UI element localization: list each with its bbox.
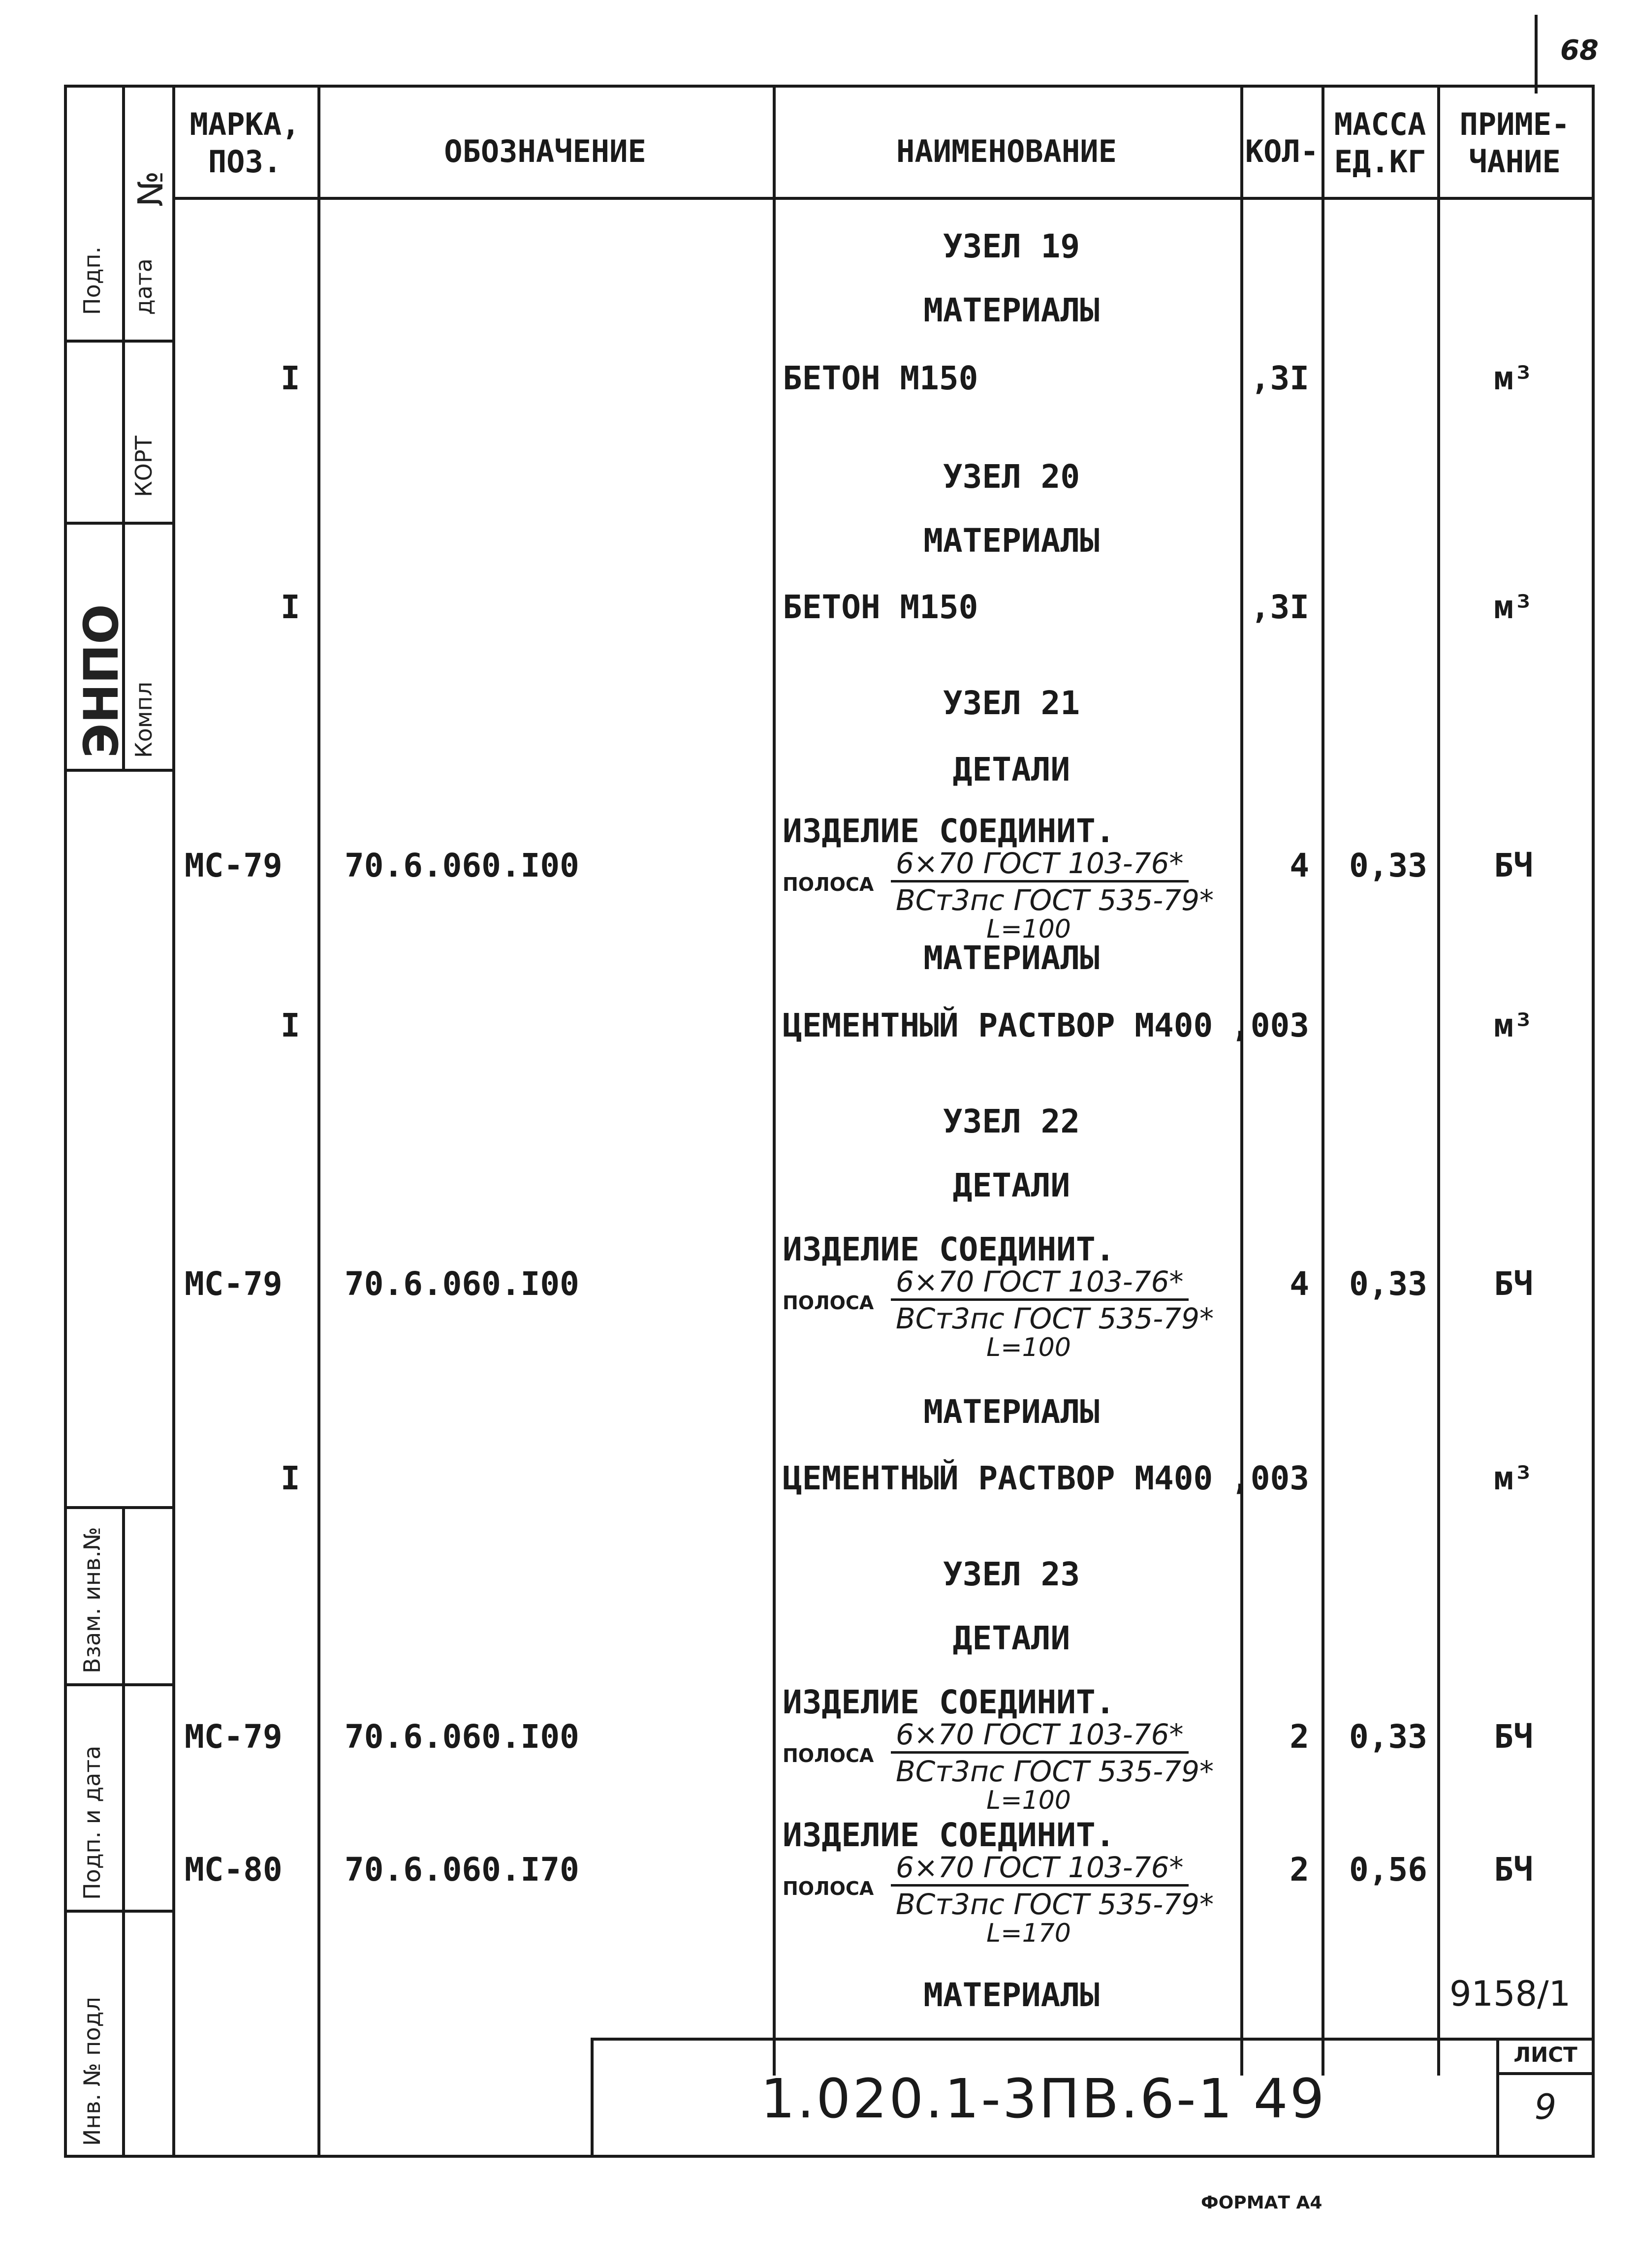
row-note: м³ xyxy=(1494,1459,1533,1497)
group-heading: МАТЕРИАЛЫ xyxy=(923,1393,1100,1431)
row-qty: 2 xyxy=(1290,1718,1309,1756)
strip-label-kort: КОРТ xyxy=(130,436,157,497)
format-label: ФОРМАТ А4 xyxy=(1201,2193,1322,2213)
row-name: БЕТОН М150 xyxy=(783,359,978,397)
row-mark: МС-79 xyxy=(185,847,283,884)
row-length: L=170 xyxy=(986,1919,1071,1948)
strip-end-top xyxy=(64,769,172,772)
frame-top xyxy=(64,85,1595,88)
row-qty: 4 xyxy=(1290,847,1309,884)
header-designation: ОБОЗНАЧЕНИЕ xyxy=(444,133,646,169)
section-title: УЗЕЛ 23 xyxy=(943,1555,1080,1593)
strip-label-enpo: ЭНПО xyxy=(74,604,129,758)
row-qty: ,3I xyxy=(1250,359,1309,397)
row-note: м³ xyxy=(1494,1007,1533,1044)
header-note: ПРИМЕ- ЧАНИЕ xyxy=(1459,106,1570,180)
row-note: БЧ xyxy=(1494,1265,1533,1303)
row-qty: ,3I xyxy=(1250,588,1309,626)
group-heading: МАТЕРИАЛЫ xyxy=(923,1976,1100,2014)
document-code: 1.020.1-3ПВ.6-1 49 xyxy=(760,2067,1326,2130)
col-line-mass xyxy=(1322,85,1324,2076)
row-profile: ПОЛОСА xyxy=(783,1745,874,1766)
row-mass: 0,33 xyxy=(1349,1718,1427,1756)
frame-bottom xyxy=(64,2155,1595,2158)
header-mark: МАРКА, ПОЗ. xyxy=(189,106,300,180)
row-note: м³ xyxy=(1494,588,1533,626)
strip-cell-line-3 xyxy=(64,1683,172,1686)
row-name: ИЗДЕЛИЕ СОЕДИНИТ. xyxy=(783,1816,1115,1854)
row-spec-bottom: ВСт3пс ГОСТ 535-79* xyxy=(896,1755,1214,1788)
row-spec-bottom: ВСт3пс ГОСТ 535-79* xyxy=(896,1302,1214,1335)
strip-label-vzam: Взам. инв.№ xyxy=(79,1527,105,1673)
group-heading: ДЕТАЛИ xyxy=(952,1166,1070,1204)
row-spec-top: 6×70 ГОСТ 103-76* xyxy=(891,1851,1189,1887)
row-qty: ,003 xyxy=(1231,1459,1309,1497)
row-position: I xyxy=(281,1007,300,1044)
row-spec-bottom: ВСт3пс ГОСТ 535-79* xyxy=(896,1888,1214,1921)
title-block-sheet-line xyxy=(1496,2072,1595,2075)
col-line-name xyxy=(773,85,776,2076)
row-name: ЦЕМЕНТНЫЙ РАСТВОР М400 xyxy=(783,1459,1213,1497)
header-name: НАИМЕНОВАНИЕ xyxy=(896,133,1117,169)
strip-label-no: № xyxy=(130,171,171,207)
row-mark: МС-79 xyxy=(185,1265,283,1303)
strip-label-kompl: Компл xyxy=(130,682,157,758)
row-note: БЧ xyxy=(1494,847,1533,884)
row-profile: ПОЛОСА xyxy=(783,874,874,895)
row-spec-top: 6×70 ГОСТ 103-76* xyxy=(891,847,1189,882)
row-position: I xyxy=(281,588,300,626)
page-number: 68 xyxy=(1560,34,1599,66)
row-name: ЦЕМЕНТНЫЙ РАСТВОР М400 xyxy=(783,1007,1213,1044)
group-heading: МАТЕРИАЛЫ xyxy=(923,939,1100,977)
section-title: УЗЕЛ 21 xyxy=(943,684,1080,722)
row-qty: ,003 xyxy=(1231,1007,1309,1044)
header-mass: МАССА ЕД.КГ xyxy=(1334,106,1426,180)
row-note: БЧ xyxy=(1494,1851,1533,1889)
row-mark: МС-79 xyxy=(185,1718,283,1756)
row-name: БЕТОН М150 xyxy=(783,588,978,626)
group-heading: МАТЕРИАЛЫ xyxy=(923,291,1100,329)
row-mass: 0,56 xyxy=(1349,1851,1427,1889)
row-profile: ПОЛОСА xyxy=(783,1878,874,1899)
sheet-number: 9 xyxy=(1534,2087,1557,2127)
row-spec-top: 6×70 ГОСТ 103-76* xyxy=(891,1265,1189,1301)
row-name: ИЗДЕЛИЕ СОЕДИНИТ. xyxy=(783,1230,1115,1268)
section-title: УЗЕЛ 20 xyxy=(943,458,1080,496)
row-spec-bottom: ВСт3пс ГОСТ 535-79* xyxy=(896,883,1214,917)
row-length: L=100 xyxy=(986,1786,1071,1815)
row-profile: ПОЛОСА xyxy=(783,1292,874,1314)
group-heading: ДЕТАЛИ xyxy=(952,1619,1070,1657)
row-position: I xyxy=(281,359,300,397)
strip-divider-bottom xyxy=(122,1506,125,2158)
section-title: УЗЕЛ 19 xyxy=(943,227,1080,265)
header-qty: КОЛ- xyxy=(1245,133,1319,169)
row-name: ИЗДЕЛИЕ СОЕДИНИТ. xyxy=(783,1683,1115,1721)
strip-cell-line-2 xyxy=(64,522,172,525)
row-spec-top: 6×70 ГОСТ 103-76* xyxy=(891,1718,1189,1754)
col-line-mark xyxy=(172,85,175,2158)
strip-cell-line-4 xyxy=(64,1910,172,1913)
frame-left xyxy=(64,85,67,2158)
inventory-number: 9158/1 xyxy=(1449,1974,1571,2014)
col-line-designation xyxy=(317,85,320,2158)
header-bottom-line xyxy=(172,197,1595,200)
section-title: УЗЕЛ 22 xyxy=(943,1102,1080,1140)
row-mass: 0,33 xyxy=(1349,1265,1427,1303)
row-designation: 70.6.060.I00 xyxy=(345,1265,579,1303)
row-designation: 70.6.060.I00 xyxy=(345,847,579,884)
strip-label-podp: Подп. xyxy=(79,246,105,315)
row-mark: МС-80 xyxy=(185,1851,283,1889)
row-mass: 0,33 xyxy=(1349,847,1427,884)
page-number-box-border xyxy=(1535,15,1538,94)
row-length: L=100 xyxy=(986,914,1071,944)
row-designation: 70.6.060.I00 xyxy=(345,1718,579,1756)
frame-right xyxy=(1592,85,1595,2158)
strip-label-podp-data: Подп. и дата xyxy=(79,1745,105,1900)
strip-start-bottom xyxy=(64,1506,172,1509)
strip-label-inv-no: Инв. № подл xyxy=(79,1997,105,2146)
col-line-note xyxy=(1437,85,1440,2076)
group-heading: МАТЕРИАЛЫ xyxy=(923,522,1100,560)
title-block-top xyxy=(591,2038,1595,2041)
row-note: БЧ xyxy=(1494,1718,1533,1756)
row-position: I xyxy=(281,1459,300,1497)
group-heading: ДЕТАЛИ xyxy=(952,751,1070,788)
strip-cell-line-1 xyxy=(64,340,172,343)
row-qty: 2 xyxy=(1290,1851,1309,1889)
row-designation: 70.6.060.I70 xyxy=(345,1851,579,1889)
row-qty: 4 xyxy=(1290,1265,1309,1303)
row-length: L=100 xyxy=(986,1333,1071,1362)
strip-label-data: дата xyxy=(130,258,157,315)
row-name: ИЗДЕЛИЕ СОЕДИНИТ. xyxy=(783,812,1115,850)
row-note: м³ xyxy=(1494,359,1533,397)
sheet-label: ЛИСТ xyxy=(1513,2043,1577,2067)
